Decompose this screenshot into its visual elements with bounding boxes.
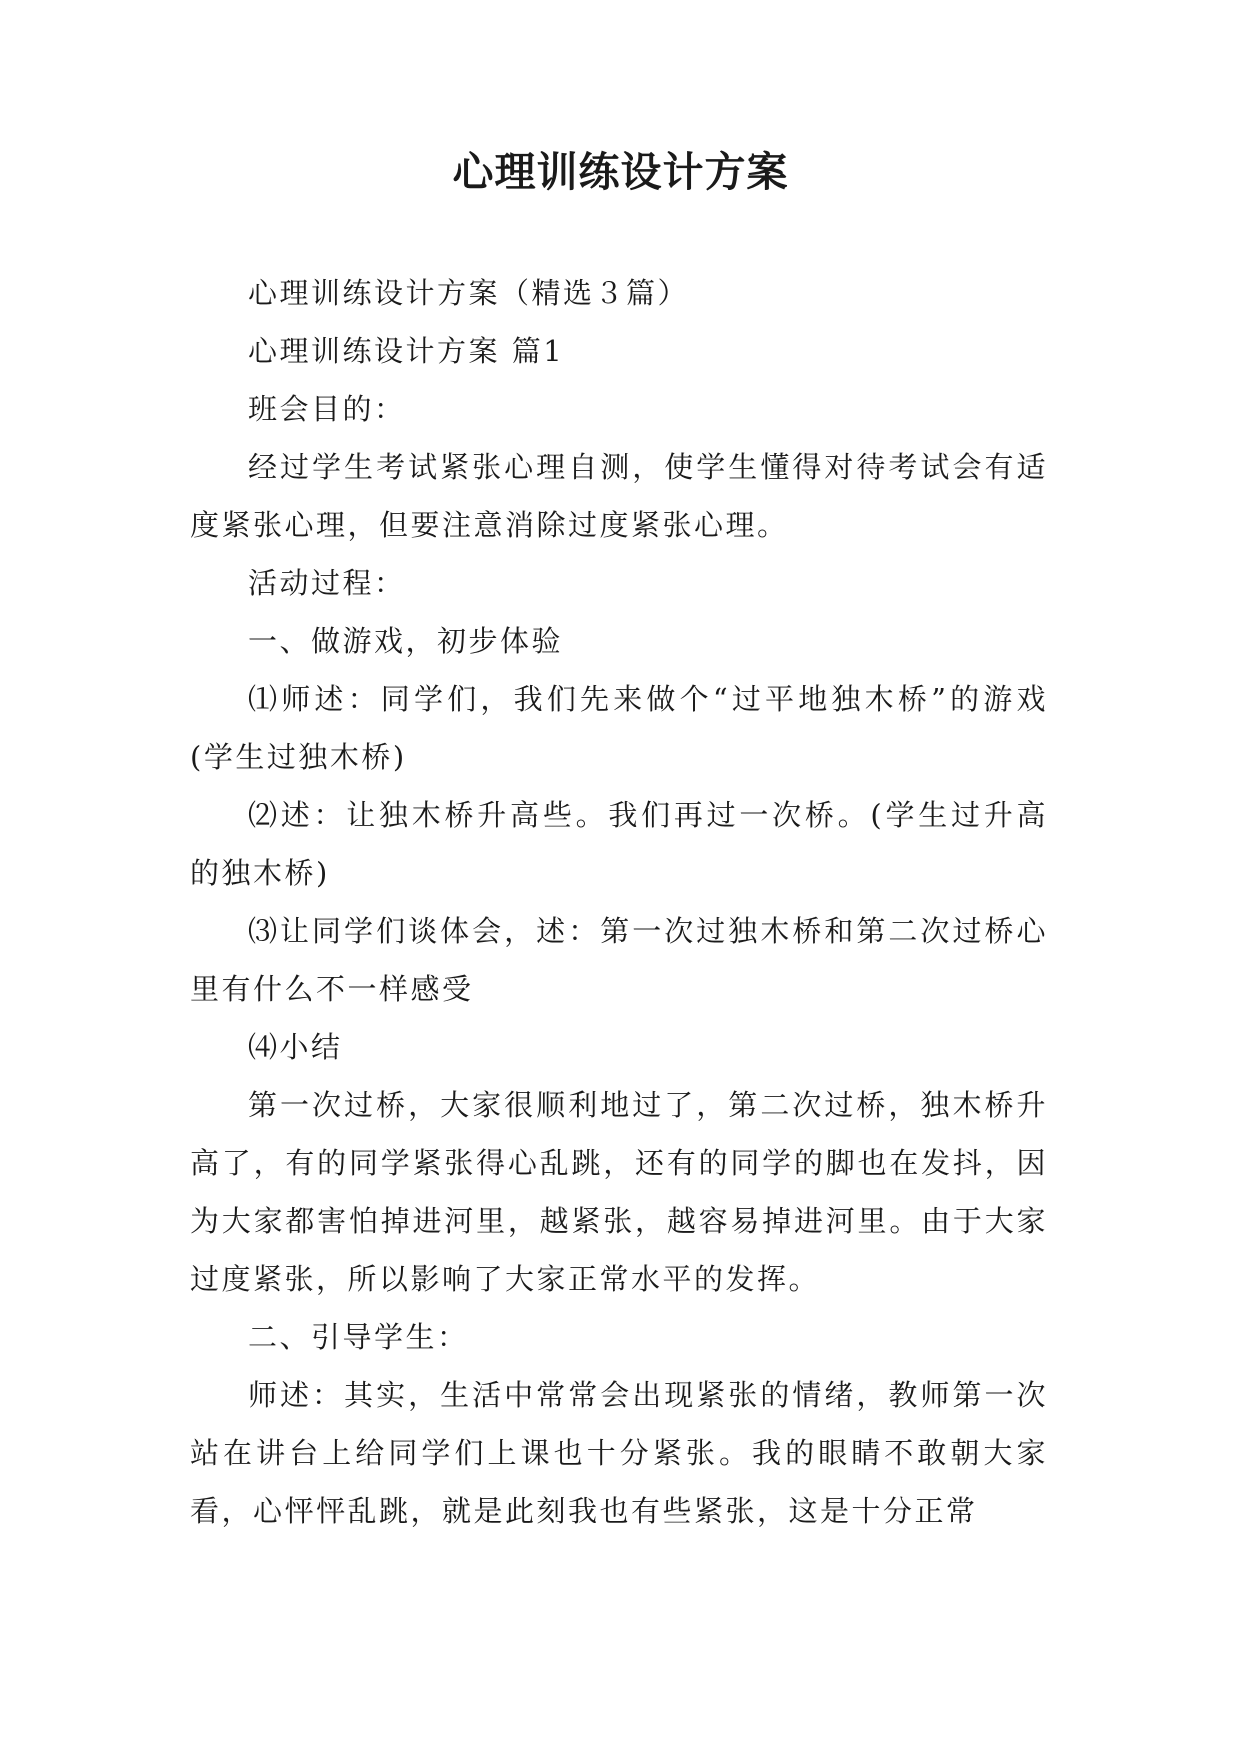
paragraph: 一、做游戏，初步体验 (248, 624, 564, 658)
paragraph: ⑶让同学们谈体会，述：第一次过独木桥和第二次过桥心里有什么不一样感受 (190, 914, 1048, 1006)
paragraph: 经过学生考试紧张心理自测，使学生懂得对待考试会有适度紧张心理，但要注意消除过度紧张心理。 (190, 450, 1048, 542)
paragraph: ⑷小结 (248, 1030, 343, 1064)
paragraph: 第一次过桥，大家很顺利地过了，第二次过桥，独木桥升高了，有的同学紧张得心乱跳，还有的同学的脚也在发抖，因为大家都害怕掉进河里，越紧张，越容易掉进河里。由于大家过度紧张，所以影响了大家正常水平的发挥。 (190, 1088, 1048, 1296)
paragraph: ⑵述：让独木桥升高些。我们再过一次桥。(学生过升高的独木桥) (190, 798, 1048, 890)
paragraph: 二、引导学生： (248, 1320, 469, 1354)
paragraph: 心理训练设计方案（精选３篇） (248, 276, 690, 310)
document-body (190, 264, 1048, 1540)
paragraph: 师述：其实，生活中常常会出现紧张的情绪，教师第一次站在讲台上给同学们上课也十分紧张。我的眼睛不敢朝大家看，心怦怦乱跳，就是此刻我也有些紧张，这是十分正常 (190, 1378, 1048, 1528)
document-title: 心理训练设计方案 (452, 148, 789, 196)
paragraph: 班会目的： (248, 392, 406, 426)
paragraph: ⑴师述：同学们，我们先来做个“过平地独木桥”的游戏(学生过独木桥) (190, 682, 1048, 774)
paragraph: 心理训练设计方案 篇1 (248, 334, 565, 368)
paragraph: 活动过程： (248, 566, 406, 600)
